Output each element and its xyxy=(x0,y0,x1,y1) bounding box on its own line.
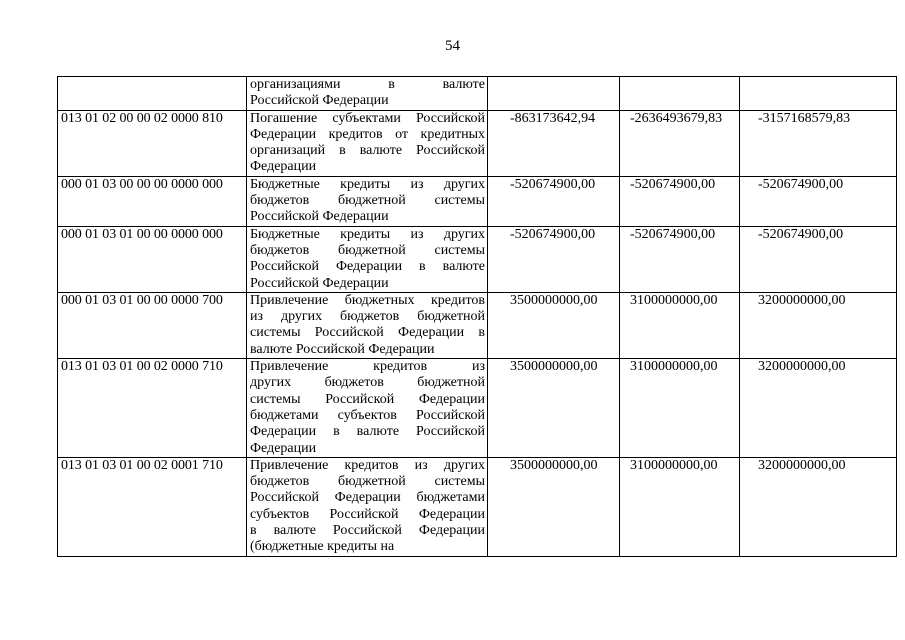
classification-code-cell: 000 01 03 00 00 00 0000 000 xyxy=(58,176,247,226)
source-name-cell xyxy=(247,110,488,176)
source-name-line: Бюджетные кредиты из других xyxy=(250,176,485,192)
table-row xyxy=(58,292,897,358)
amount-cell-year-3: 3200000000,00 xyxy=(740,292,897,358)
source-name-cell xyxy=(247,292,488,358)
source-name-cell xyxy=(247,226,488,292)
source-name-line: бюджетами субъектов Российской xyxy=(250,407,485,423)
amount-cell-year-2: 3100000000,00 xyxy=(620,359,740,458)
source-name-line: организаций в валюте Российской xyxy=(250,143,485,159)
source-name-line: Федерации в валюте Российской xyxy=(250,424,485,440)
amount-cell-year-3 xyxy=(740,77,897,111)
classification-code-cell: 013 01 03 01 00 02 0000 710 xyxy=(58,359,247,458)
source-name-line: (бюджетные кредиты на xyxy=(250,539,395,555)
amount-cell-year-3: 3200000000,00 xyxy=(740,457,897,556)
source-name-line: Привлечение бюджетных кредитов xyxy=(250,292,485,308)
amount-cell-year-1: -520674900,00 xyxy=(488,176,620,226)
amount-cell-year-3: -520674900,00 xyxy=(740,226,897,292)
source-name-cell xyxy=(247,176,488,226)
source-name-line: Российской Федерации бюджетами xyxy=(250,490,485,506)
amount-cell-year-2: -520674900,00 xyxy=(620,226,740,292)
amount-cell-year-3: 3200000000,00 xyxy=(740,359,897,458)
amount-cell-year-2: -520674900,00 xyxy=(620,176,740,226)
source-name-line: системы Российской Федерации в xyxy=(250,325,485,341)
source-name-line: Привлечение кредитов из xyxy=(250,359,485,375)
table-row xyxy=(58,359,897,458)
source-name-line: Погашение субъектами Российской xyxy=(250,110,485,126)
amount-cell-year-2: -2636493679,83 xyxy=(620,110,740,176)
table-row xyxy=(58,226,897,292)
table-row xyxy=(58,457,897,556)
amount-cell-year-2: 3100000000,00 xyxy=(620,457,740,556)
page-number: 54 xyxy=(445,38,460,54)
source-name-line: Федерации xyxy=(250,159,317,175)
classification-code-cell: 000 01 03 01 00 00 0000 700 xyxy=(58,292,247,358)
source-name-line: Привлечение кредитов из других xyxy=(250,457,485,473)
source-name-line: Бюджетные кредиты из других xyxy=(250,226,485,242)
source-name-line: Российской Федерации xyxy=(250,93,389,109)
table-row xyxy=(58,77,897,111)
amount-cell-year-1: 3500000000,00 xyxy=(488,457,620,556)
table-row xyxy=(58,176,897,226)
table-row xyxy=(58,110,897,176)
source-name-line: Российской Федерации в валюте xyxy=(250,259,485,275)
source-name-line: организациями в валюте xyxy=(250,77,485,92)
amount-cell-year-1 xyxy=(488,77,620,111)
source-name-cell xyxy=(247,359,488,458)
classification-code-cell: 000 01 03 01 00 00 0000 000 xyxy=(58,226,247,292)
source-name-cell xyxy=(247,77,488,111)
source-name-line: субъектов Российской Федерации xyxy=(250,506,485,522)
classification-code-cell: 013 01 02 00 00 02 0000 810 xyxy=(58,110,247,176)
source-name-line: в валюте Российской Федерации xyxy=(250,523,485,539)
amount-cell-year-1: -520674900,00 xyxy=(488,226,620,292)
source-name-line: системы Российской Федерации xyxy=(250,391,485,407)
source-name-line: бюджетов бюджетной системы xyxy=(250,193,485,209)
budget-sources-table xyxy=(57,76,897,557)
source-name-line: Российской Федерации xyxy=(250,275,389,291)
amount-cell-year-2: 3100000000,00 xyxy=(620,292,740,358)
source-name-line: бюджетов бюджетной системы xyxy=(250,474,485,490)
amount-cell-year-1: 3500000000,00 xyxy=(488,292,620,358)
source-name-line: бюджетов бюджетной системы xyxy=(250,242,485,258)
amount-cell-year-2 xyxy=(620,77,740,111)
table-body xyxy=(58,77,897,557)
source-name-line: других бюджетов бюджетной xyxy=(250,375,485,391)
source-name-cell xyxy=(247,457,488,556)
classification-code-cell: 013 01 03 01 00 02 0001 710 xyxy=(58,457,247,556)
amount-cell-year-1: -863173642,94 xyxy=(488,110,620,176)
amount-cell-year-1: 3500000000,00 xyxy=(488,359,620,458)
source-name-line: Федерации кредитов от кредитных xyxy=(250,126,485,142)
source-name-line: Федерации xyxy=(250,440,317,456)
classification-code-cell xyxy=(58,77,247,111)
source-name-line: из других бюджетов бюджетной xyxy=(250,309,485,325)
source-name-line: Российской Федерации xyxy=(250,209,389,225)
amount-cell-year-3: -520674900,00 xyxy=(740,176,897,226)
amount-cell-year-3: -3157168579,83 xyxy=(740,110,897,176)
source-name-line: валюте Российской Федерации xyxy=(250,341,435,357)
